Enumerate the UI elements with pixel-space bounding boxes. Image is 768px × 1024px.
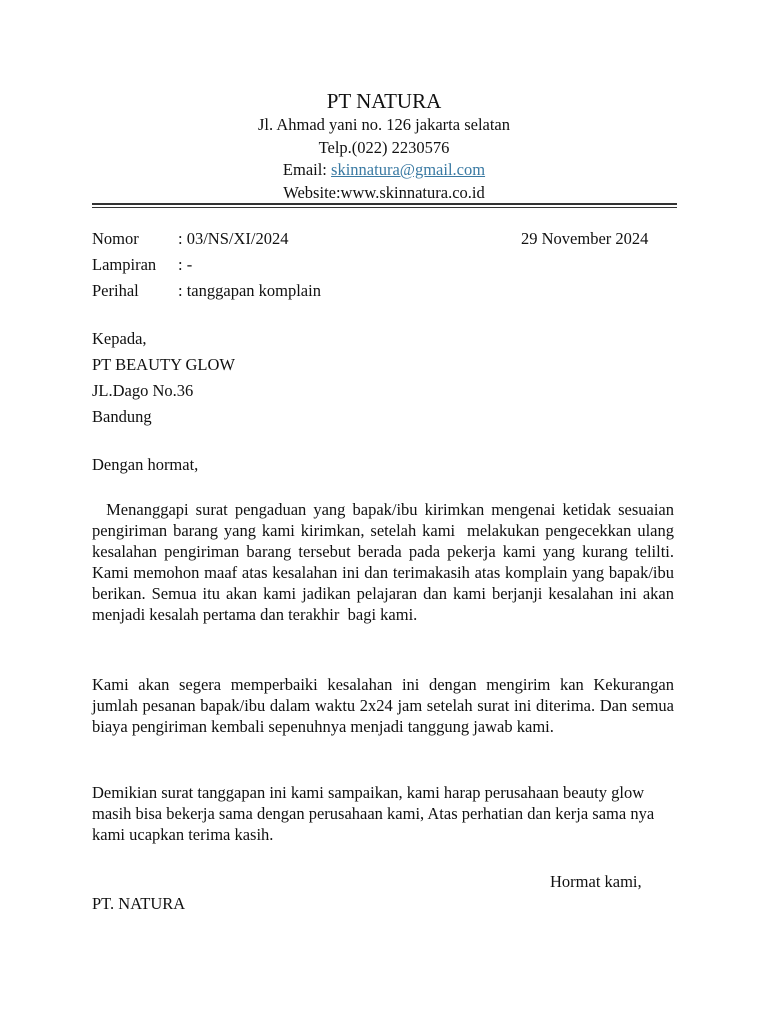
meta-nomor	[92, 229, 288, 249]
company-phone: Telp.(022) 2230576	[318, 137, 450, 157]
signature-name: PT. NATURA	[92, 894, 186, 913]
body-paragraph-2: Kami akan segera memperbaiki kesalahan ini dengan mengirim kan Kekurangan jumlah pesanan bapak/ibu dalam waktu 2x24 jam setelah surat ini diterima. Dan semua biaya pengiriman kembali sepenuhnya menjadi tanggung jawab kami.	[92, 675, 674, 736]
closing-text: Hormat kami,	[550, 872, 642, 891]
lampiran-value: : -	[178, 255, 193, 274]
letterhead	[0, 88, 768, 204]
header-divider-thick	[92, 203, 677, 205]
meta-perihal	[92, 281, 321, 301]
salutation: Dengan hormat,	[92, 455, 199, 474]
company-address: Jl. Ahmad yani no. 126 jakarta selatan	[257, 115, 511, 134]
header-divider-thin	[92, 207, 677, 208]
recipient-street: JL.Dago No.36	[92, 381, 194, 400]
recipient-greeting: Kepada,	[92, 329, 147, 348]
recipient-name: PT BEAUTY GLOW	[92, 355, 235, 374]
recipient-city: Bandung	[92, 407, 152, 426]
company-email-line	[0, 159, 768, 182]
email-link[interactable]: skinnatura@gmail.com	[331, 160, 486, 179]
perihal-label: Perihal	[92, 281, 139, 300]
nomor-label: Nomor	[92, 229, 139, 248]
body-paragraph-1: Menanggapi surat pengaduan yang bapak/ibu kirimkan mengenai ketidak sesuaian pengiriman barang yang kami kirimkan, setelah kami melakukan pengecekkan ulang kesalahan pengiriman barang tersebut berada pada pekerja kami yang kurang telilti. Kami memohon maaf atas kesalahan ini dan terimakasih atas komplain yang bapak/ibu berikan. Semua itu akan kami jadikan pelajaran dan kami berjanji kesalahan ini akan menjadi kesalah pertama dan terakhir bagi kami.	[92, 500, 683, 624]
letter-date: 29 November 2024	[521, 229, 649, 248]
company-website: Website:www.skinnatura.co.id	[283, 182, 485, 202]
meta-lampiran	[92, 255, 192, 275]
nomor-value: : 03/NS/XI/2024	[178, 229, 289, 248]
lampiran-label: Lampiran	[92, 255, 157, 274]
perihal-value: : tanggapan komplain	[178, 281, 321, 300]
email-label: Email:	[282, 160, 332, 179]
body-paragraph-3: Demikian surat tanggapan ini kami sampaikan, kami harap perusahaan beauty glow masih bisa bekerja sama dengan perusahaan kami, Atas perhatian dan kerja sama nya kami ucapkan terima kasih.	[92, 783, 655, 844]
company-name: PT NATURA	[326, 89, 442, 113]
